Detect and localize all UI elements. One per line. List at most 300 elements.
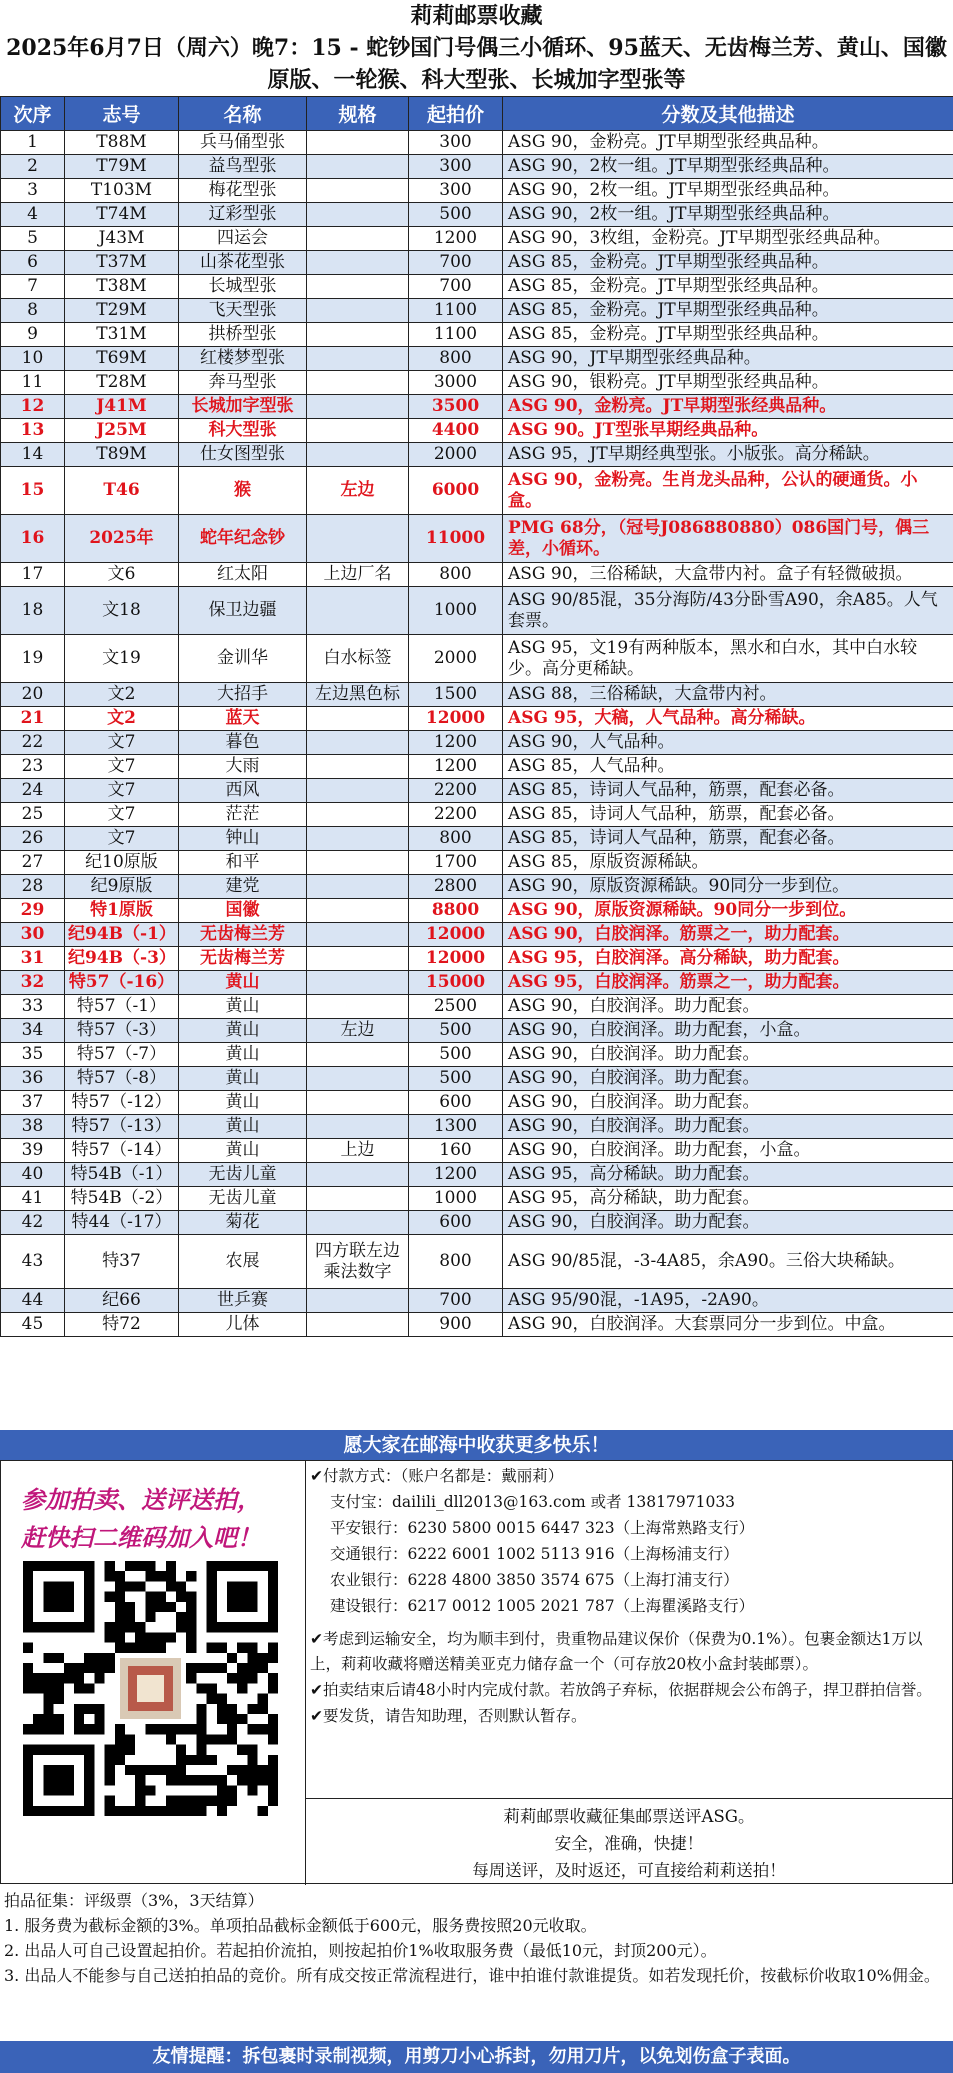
lot-code: 特57（-3） [65,1019,179,1043]
lot-desc: ASG 90/85混，-3-4A85，余A90。三俗大块稀缺。 [503,1235,953,1289]
lot-spec [307,323,409,347]
lot-no: 18 [1,587,65,635]
lot-name: 菊花 [179,1211,307,1235]
lot-name: 黄山 [179,1067,307,1091]
lot-name: 无齿梅兰芳 [179,947,307,971]
lot-code: 文7 [65,731,179,755]
lot-name: 暮色 [179,731,307,755]
table-row [1,971,953,995]
lot-desc: ASG 90，白胶润泽。助力配套，小盒。 [503,1019,953,1043]
lot-spec [307,1043,409,1067]
lot-price: 4400 [409,419,503,443]
lot-desc: ASG 95，白胶润泽。筋票之一，助力配套。 [503,971,953,995]
lot-code: 文7 [65,779,179,803]
lot-spec [307,1067,409,1091]
lot-price: 900 [409,1313,503,1337]
lot-no: 24 [1,779,65,803]
lot-desc: ASG 95，文19有两种版本，黑水和白水，其中白水较少。高分更稀缺。 [503,635,953,683]
lot-code: 文2 [65,707,179,731]
lot-name: 国徽 [179,899,307,923]
col-header-price: 起拍价 [409,97,503,131]
lot-code: T38M [65,275,179,299]
lot-name: 世乒赛 [179,1289,307,1313]
lot-no: 3 [1,179,65,203]
table-row [1,563,953,587]
lot-no: 11 [1,371,65,395]
lot-spec [307,1289,409,1313]
lot-no: 26 [1,827,65,851]
lot-code: T88M [65,131,179,155]
col-header-desc: 分数及其他描述 [503,97,953,131]
table-row [1,467,953,515]
col-header-no: 次序 [1,97,65,131]
lot-name: 保卫边疆 [179,587,307,635]
lot-desc: PMG 68分，（冠号J086880880）086国门号，偶三差，小循环。 [503,515,953,563]
lot-price: 500 [409,1067,503,1091]
lot-spec: 上边 [307,1139,409,1163]
table-row [1,299,953,323]
lot-code: 特57（-16） [65,971,179,995]
lot-code: 特57（-14） [65,1139,179,1163]
lot-name: 建党 [179,875,307,899]
lot-price: 8800 [409,899,503,923]
lot-name: 黄山 [179,971,307,995]
lot-name: 山茶花型张 [179,251,307,275]
lot-price: 3000 [409,371,503,395]
table-row [1,947,953,971]
lot-desc: ASG 95，白胶润泽。高分稀缺，助力配套。 [503,947,953,971]
table-row [1,1235,953,1289]
table-row [1,275,953,299]
lot-name: 农展 [179,1235,307,1289]
lot-spec [307,155,409,179]
table-row [1,1019,953,1043]
table-row [1,1211,953,1235]
lot-code: 特57（-13） [65,1115,179,1139]
lot-desc: ASG 90，白胶润泽。助力配套。 [503,1091,953,1115]
lot-desc: ASG 90，白胶润泽。助力配套。 [503,1043,953,1067]
bank-account-abc: 农业银行：6228 4800 3850 3574 675（上海打浦支行） [330,1571,739,1589]
lot-code: 特44（-17） [65,1211,179,1235]
table-row [1,1289,953,1313]
lot-spec [307,1211,409,1235]
lot-price: 300 [409,155,503,179]
lot-spec [307,179,409,203]
lot-desc: ASG 95，高分稀缺。助力配套。 [503,1163,953,1187]
table-row [1,203,953,227]
lot-spec [307,443,409,467]
lot-name: 茫茫 [179,803,307,827]
lot-desc: ASG 90，2枚一组。JT早期型张经典品种。 [503,179,953,203]
lot-price: 2200 [409,803,503,827]
lot-code: 特72 [65,1313,179,1337]
lot-spec [307,827,409,851]
lot-no: 17 [1,563,65,587]
lot-no: 9 [1,323,65,347]
asg-service [306,1798,952,1885]
lot-code: T29M [65,299,179,323]
lot-code: T103M [65,179,179,203]
lot-price: 12000 [409,947,503,971]
lot-code: 特57（-1） [65,995,179,1019]
lot-code: J43M [65,227,179,251]
table-row [1,323,953,347]
lot-price: 500 [409,1043,503,1067]
lot-code: 文18 [65,587,179,635]
bank-account-ccb: 建设银行：6217 0012 1005 2021 787（上海瞿溪路支行） [330,1597,755,1615]
lot-price: 300 [409,131,503,155]
lot-code: 文19 [65,635,179,683]
table-row [1,587,953,635]
lot-no: 12 [1,395,65,419]
lot-price: 1100 [409,323,503,347]
qr-code-icon[interactable] [23,1561,278,1816]
lot-desc: ASG 90，白胶润泽。助力配套。 [503,1115,953,1139]
lot-desc: ASG 85，诗词人气品种，筋票，配套必备。 [503,827,953,851]
lot-price: 600 [409,1211,503,1235]
lot-name: 长城型张 [179,275,307,299]
lot-price: 1700 [409,851,503,875]
table-row [1,443,953,467]
lot-name: 红楼梦型张 [179,347,307,371]
lot-desc: ASG 90，银粉亮。JT早期型张经典品种。 [503,371,953,395]
lot-price: 500 [409,203,503,227]
auction-subtitle-line1: 2025年6月7日（周六）晚7：15 - 蛇钞国门号偶三小循环、95蓝天、无齿梅兰芳、黄山、国徽 [6,35,947,61]
lot-code: 文6 [65,563,179,587]
lot-desc: ASG 90/85混，35分海防/43分卧雪A90，余A85。人气套票。 [503,587,953,635]
lot-desc: ASG 90，三俗稀缺，大盒带内衬。盒子有轻微破损。 [503,563,953,587]
lot-desc: ASG 85，金粉亮。JT早期型张经典品种。 [503,275,953,299]
lot-no: 19 [1,635,65,683]
lot-no: 27 [1,851,65,875]
promo-line1: 参加拍卖、送评送拍， [21,1485,261,1514]
table-row [1,395,953,419]
lot-spec [307,947,409,971]
lot-name: 和平 [179,851,307,875]
table-row [1,1115,953,1139]
table-row [1,131,953,155]
lot-desc: ASG 90，2枚一组。JT早期型张经典品种。 [503,203,953,227]
payment-info [310,1463,950,1798]
lot-name: 四运会 [179,227,307,251]
table-row [1,923,953,947]
payment-panel [306,1461,952,1885]
asg-line1: 莉莉邮票收藏征集邮票送评ASG。 [503,1807,755,1826]
asg-line2: 安全，准确，快捷！ [554,1834,704,1853]
table-row [1,1187,953,1211]
lot-price: 1200 [409,227,503,251]
table-row [1,803,953,827]
lot-desc: ASG 90，金粉亮。生肖龙头品种，公认的硬通货。小盒。 [503,467,953,515]
lot-desc: ASG 85，诗词人气品种，筋票，配套必备。 [503,779,953,803]
lot-no: 13 [1,419,65,443]
lot-spec: 左边黑色标 [307,683,409,707]
lot-spec: 左边 [307,1019,409,1043]
lot-code: T28M [65,371,179,395]
lot-no: 20 [1,683,65,707]
bank-account-pingan: 平安银行：6230 5800 0015 6447 323（上海常熟路支行） [330,1519,755,1537]
lot-price: 12000 [409,923,503,947]
lot-no: 21 [1,707,65,731]
lot-price: 800 [409,563,503,587]
lot-price: 1000 [409,587,503,635]
lot-name: 儿体 [179,1313,307,1337]
lot-price: 2000 [409,443,503,467]
lot-desc: ASG 90，原版资源稀缺。90同分一步到位。 [503,899,953,923]
lot-desc: ASG 90，3枚组，金粉亮。JT早期型张经典品种。 [503,227,953,251]
lot-spec [307,131,409,155]
payment-deadline-note: ✔拍卖结束后请48小时内完成付款。若放鸽子弃标，依据群规会公布鸽子，捍卫群拍信誉。 [310,1681,932,1699]
lot-name: 蓝天 [179,707,307,731]
lot-code: 特57（-7） [65,1043,179,1067]
lot-name: 拱桥型张 [179,323,307,347]
table-row [1,899,953,923]
lot-name: 黄山 [179,1043,307,1067]
lot-price: 2000 [409,635,503,683]
lot-code: 特54B（-1） [65,1163,179,1187]
friendly-reminder: 友情提醒：拆包裹时录制视频，用剪刀小心拆封，勿用刀片，以免划伤盒子表面。 [0,2041,953,2073]
lot-desc: ASG 90，2枚一组。JT早期型张经典品种。 [503,155,953,179]
lot-price: 500 [409,1019,503,1043]
table-row [1,419,953,443]
delivery-note: ✔要发货，请告知助理，否则默认暂存。 [310,1707,587,1725]
lot-desc: ASG 85，金粉亮。JT早期型张经典品种。 [503,251,953,275]
lot-desc: ASG 90，原版资源稀缺。90同分一步到位。 [503,875,953,899]
page-header [0,0,953,96]
table-row [1,779,953,803]
col-header-name: 名称 [179,97,307,131]
lot-price: 3500 [409,395,503,419]
lot-name: 黄山 [179,995,307,1019]
lot-spec [307,203,409,227]
rules-head: 拍品征集：评级票（3%，3天结算） [4,1891,264,1910]
lot-code: 特37 [65,1235,179,1289]
lot-spec [307,731,409,755]
lot-desc: ASG 90，JT早期型张经典品种。 [503,347,953,371]
lot-code: T69M [65,347,179,371]
lot-code: 纪9原版 [65,875,179,899]
lot-no: 32 [1,971,65,995]
lot-spec [307,371,409,395]
alipay-account: 支付宝：dailili_dll2013@163.com 或者 13817971033 [330,1493,736,1511]
table-row [1,731,953,755]
table-row [1,1091,953,1115]
lot-desc: ASG 85，人气品种。 [503,755,953,779]
lot-code: 文7 [65,755,179,779]
lot-desc: ASG 95/90混，-1A95，-2A90。 [503,1289,953,1313]
lot-code: 文2 [65,683,179,707]
lot-price: 800 [409,1235,503,1289]
table-row [1,227,953,251]
lot-desc: ASG 90，白胶润泽。助力配套。 [503,1067,953,1091]
lot-no: 41 [1,1187,65,1211]
lot-code: 文7 [65,803,179,827]
table-row [1,995,953,1019]
lot-no: 35 [1,1043,65,1067]
lot-price: 700 [409,275,503,299]
lot-no: 15 [1,467,65,515]
lot-price: 12000 [409,707,503,731]
lot-desc: ASG 90，金粉亮。JT早期型张经典品种。 [503,131,953,155]
lot-spec: 四方联左边乘法数字 [307,1235,409,1289]
promo-text [21,1481,291,1557]
lot-name: 益鸟型张 [179,155,307,179]
lot-price: 6000 [409,467,503,515]
lot-no: 31 [1,947,65,971]
lot-desc: ASG 90，白胶润泽。筋票之一，助力配套。 [503,923,953,947]
lot-desc: ASG 90，白胶润泽。助力配套，小盒。 [503,1139,953,1163]
lot-desc: ASG 90，金粉亮。JT早期型张经典品种。 [503,395,953,419]
lot-price: 1300 [409,1115,503,1139]
lot-code: T79M [65,155,179,179]
lot-spec [307,1187,409,1211]
lot-spec: 上边厂名 [307,563,409,587]
table-row [1,371,953,395]
lot-no: 40 [1,1163,65,1187]
lot-no: 14 [1,443,65,467]
lot-no: 23 [1,755,65,779]
table-row [1,1139,953,1163]
lot-spec [307,707,409,731]
col-header-spec: 规格 [307,97,409,131]
lot-price: 1000 [409,1187,503,1211]
lot-price: 2200 [409,779,503,803]
asg-line3: 每周送评，及时返还，可直接给莉莉送拍！ [472,1861,786,1880]
lot-code: 纪10原版 [65,851,179,875]
lot-spec [307,251,409,275]
lot-spec [307,395,409,419]
lot-name: 西风 [179,779,307,803]
lot-name: 蛇年纪念钞 [179,515,307,563]
lot-spec [307,419,409,443]
bank-account-bocom: 交通银行：6222 6001 1002 5113 916（上海杨浦支行） [330,1545,739,1563]
consignment-rules [0,1884,953,2041]
table-row [1,875,953,899]
lot-spec [307,851,409,875]
lot-spec [307,1091,409,1115]
lot-desc: ASG 90，白胶润泽。大套票同分一步到位。中盒。 [503,1313,953,1337]
lot-spec [307,875,409,899]
lot-no: 25 [1,803,65,827]
shop-name: 莉莉邮票收藏 [410,3,543,29]
lot-name: 辽彩型张 [179,203,307,227]
lot-spec [307,299,409,323]
lot-desc: ASG 88，三俗稀缺，大盒带内衬。 [503,683,953,707]
lot-name: 黄山 [179,1091,307,1115]
lot-code: T89M [65,443,179,467]
lot-no: 38 [1,1115,65,1139]
lot-spec [307,971,409,995]
lot-table [0,96,953,1337]
lot-price: 1500 [409,683,503,707]
rule-3: 3. 出品人不能参与自己送拍拍品的竞价。所有成交按正常流程进行，谁中拍谁付款谁提货。如若发现托价，按截标价收取10%佣金。 [4,1966,940,1985]
lot-desc: ASG 85，金粉亮。JT早期型张经典品种。 [503,323,953,347]
lot-spec [307,227,409,251]
payment-head: ✔付款方式：（账户名都是：戴丽莉） [310,1467,564,1485]
lot-price: 1100 [409,299,503,323]
lot-code: T74M [65,203,179,227]
lot-spec [307,275,409,299]
lot-spec [307,347,409,371]
lot-price: 15000 [409,971,503,995]
lot-desc: ASG 90，白胶润泽。助力配套。 [503,1211,953,1235]
lot-price: 11000 [409,515,503,563]
table-row [1,1067,953,1091]
lot-name: 梅花型张 [179,179,307,203]
lot-desc: ASG 95，大稿，人气品种。高分稀缺。 [503,707,953,731]
lot-code: 文7 [65,827,179,851]
lot-price: 1200 [409,731,503,755]
lot-no: 8 [1,299,65,323]
lot-code: T31M [65,323,179,347]
lot-name: 黄山 [179,1115,307,1139]
table-row [1,155,953,179]
promo-line2: 赶快扫二维码加入吧！ [21,1523,261,1552]
lot-no: 43 [1,1235,65,1289]
lot-spec [307,899,409,923]
lot-name: 猴 [179,467,307,515]
table-row [1,683,953,707]
lot-name: 红太阳 [179,563,307,587]
promo-panel [1,1461,306,1885]
lot-no: 7 [1,275,65,299]
lot-no: 28 [1,875,65,899]
lot-desc: ASG 95，高分稀缺，助力配套。 [503,1187,953,1211]
table-row [1,1313,953,1337]
shipping-note: ✔考虑到运输安全，均为顺丰到付，贵重物品建议保价（保费为0.1%）。包裹金额达1万以上，莉莉收藏将赠送精美亚克力储存盒一个（可存放20枚小盒封装邮票）。 [310,1630,923,1673]
lot-desc: ASG 85，诗词人气品种，筋票，配套必备。 [503,803,953,827]
lot-code: 纪94B（-1） [65,923,179,947]
info-section [0,1460,953,1884]
lot-price: 2800 [409,875,503,899]
lot-name: 黄山 [179,1019,307,1043]
lot-name: 仕女图型张 [179,443,307,467]
lot-name: 金训华 [179,635,307,683]
lot-price: 1200 [409,755,503,779]
table-row [1,1043,953,1067]
lot-spec [307,779,409,803]
lot-price: 1200 [409,1163,503,1187]
lot-no: 22 [1,731,65,755]
lot-name: 无齿梅兰芳 [179,923,307,947]
auction-subtitle-line2: 原版、一轮猴、科大型张、长城加字型张等 [267,67,686,93]
lot-code: J25M [65,419,179,443]
table-header-row [1,97,953,131]
lot-spec: 左边 [307,467,409,515]
lot-price: 160 [409,1139,503,1163]
lot-price: 800 [409,827,503,851]
lot-no: 42 [1,1211,65,1235]
lot-price: 600 [409,1091,503,1115]
lot-no: 39 [1,1139,65,1163]
lot-spec [307,587,409,635]
lot-name: 大招手 [179,683,307,707]
lot-no: 10 [1,347,65,371]
lot-no: 4 [1,203,65,227]
table-row [1,827,953,851]
lot-name: 科大型张 [179,419,307,443]
lot-no: 5 [1,227,65,251]
lot-desc: ASG 90，人气品种。 [503,731,953,755]
table-row [1,707,953,731]
lot-spec [307,995,409,1019]
lot-price: 300 [409,179,503,203]
lot-spec [307,1313,409,1337]
lot-name: 长城加字型张 [179,395,307,419]
table-row [1,515,953,563]
lot-no: 45 [1,1313,65,1337]
lot-no: 1 [1,131,65,155]
